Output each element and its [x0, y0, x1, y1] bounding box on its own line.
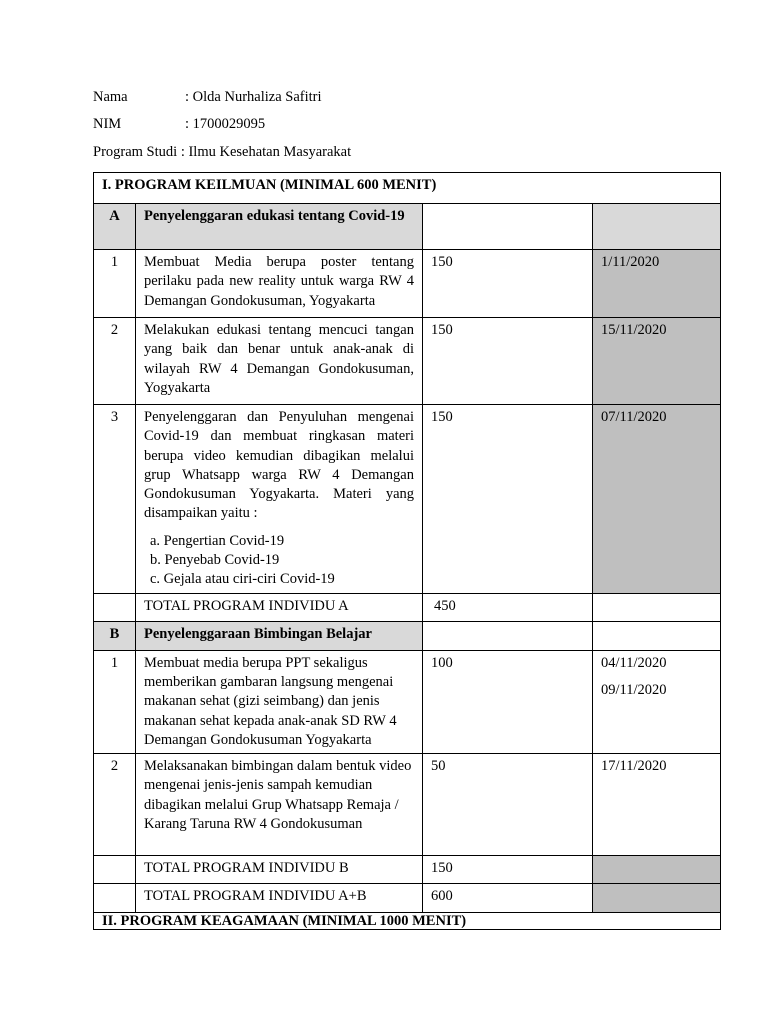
grand-total-row: [94, 884, 721, 913]
group-a-date-cell: [593, 204, 721, 250]
empty-cell: [593, 856, 721, 884]
row-number: 1: [94, 650, 136, 753]
empty-cell: [94, 884, 136, 913]
activity-description: Penyelenggaran dan Penyuluhan mengenai Covid-19 dan membuat ringkasan materi berupa video kemudian dibagikan melalui grup Whatsapp warga RW 4 Demangan Gondokusuman Yogyakarta. Materi yang disampaikan yaitu :: [144, 409, 414, 522]
activity-description-cell: [136, 405, 423, 594]
program-row: [93, 143, 351, 161]
nim-value: : 1700029095: [185, 116, 265, 132]
activity-minutes: 50: [423, 754, 593, 856]
group-b-code: B: [94, 621, 136, 650]
grand-total-label: TOTAL PROGRAM INDIVIDU A+B: [136, 884, 423, 913]
total-a-row: [94, 593, 721, 621]
activity-date: 07/11/2020: [593, 405, 721, 594]
group-b-header-row: [94, 621, 721, 650]
name-value: : Olda Nurhaliza Safitri: [185, 89, 322, 105]
activity-minutes: 150: [423, 405, 593, 594]
table-row: [94, 250, 721, 318]
activity-date: 15/11/2020: [593, 318, 721, 405]
material-list: [150, 532, 414, 590]
empty-cell: [593, 593, 721, 621]
group-a-code: A: [94, 204, 136, 250]
nim-row: [93, 115, 265, 133]
activity-description: Membuat media berupa PPT sekaligus memberikan gambaran langsung mengenai makanan sehat (gizi seimbang) dan jenis makanan sehat kepada anak-anak SD RW 4 Demangan Gondokusuman Yogyakarta: [136, 650, 423, 753]
total-b-row: [94, 856, 721, 884]
empty-cell: [94, 593, 136, 621]
name-label: Nama: [93, 89, 128, 105]
activity-minutes: 100: [423, 650, 593, 753]
program-value: : Ilmu Kesehatan Masyarakat: [177, 144, 351, 160]
total-a-label: TOTAL PROGRAM INDIVIDU A: [136, 593, 423, 621]
activity-minutes: 150: [423, 318, 593, 405]
group-b-title: Penyelenggaraan Bimbingan Belajar: [136, 621, 423, 650]
section2-title: II. PROGRAM KEAGAMAAN (MINIMAL 1000 MENIT): [94, 913, 721, 930]
total-a-value: 450: [423, 593, 593, 621]
group-a-title: Penyelenggaran edukasi tentang Covid-19: [136, 204, 423, 250]
empty-cell: [94, 856, 136, 884]
grand-total-value: 600: [423, 884, 593, 913]
activity-description: Melaksanakan bimbingan dalam bentuk video mengenai jenis-jenis sampah kemudian dibagikan melalui Grup Whatsapp Remaja / Karang Taruna RW 4 Gondokusuman: [136, 754, 423, 856]
section1-header-row: [94, 173, 721, 204]
nim-label: NIM: [93, 116, 122, 132]
section2-header-row: [94, 913, 721, 930]
program-label: Program Studi: [93, 144, 178, 160]
total-b-label: TOTAL PROGRAM INDIVIDU B: [136, 856, 423, 884]
group-a-header-row: [94, 204, 721, 250]
section1-title: I. PROGRAM KEILMUAN (MINIMAL 600 MENIT): [94, 173, 721, 204]
row-number: 1: [94, 250, 136, 318]
activity-date: 1/11/2020: [593, 250, 721, 318]
list-item: c. Gejala atau ciri-ciri Covid-19: [150, 571, 335, 588]
program-table: [93, 172, 721, 930]
activity-date: 17/11/2020: [593, 754, 721, 856]
row-number: 3: [94, 405, 136, 594]
activity-date: 04/11/2020: [601, 654, 667, 671]
table-row: [94, 405, 721, 594]
activity-description: Membuat Media berupa poster tentang perilaku pada new reality untuk warga RW 4 Demangan Gondokusuman, Yogyakarta: [136, 250, 423, 318]
total-b-value: 150: [423, 856, 593, 884]
table-row: [94, 754, 721, 856]
group-b-date-cell: [593, 621, 721, 650]
table-row: [94, 650, 721, 753]
table-row: [94, 318, 721, 405]
row-number: 2: [94, 754, 136, 856]
group-a-minutes-cell: [423, 204, 593, 250]
activity-minutes: 150: [423, 250, 593, 318]
name-row: [93, 88, 322, 106]
activity-description: Melakukan edukasi tentang mencuci tangan yang baik dan benar untuk anak-anak di wilayah RW 4 Demangan Gondokusuman, Yogyakarta: [136, 318, 423, 405]
list-item: a. Pengertian Covid-19: [150, 532, 285, 549]
group-b-minutes-cell: [423, 621, 593, 650]
activity-date-2: 09/11/2020: [601, 681, 667, 698]
activity-date-cell: [593, 650, 721, 753]
empty-cell: [593, 884, 721, 913]
row-number: 2: [94, 318, 136, 405]
list-item: b. Penyebab Covid-19: [150, 552, 280, 569]
